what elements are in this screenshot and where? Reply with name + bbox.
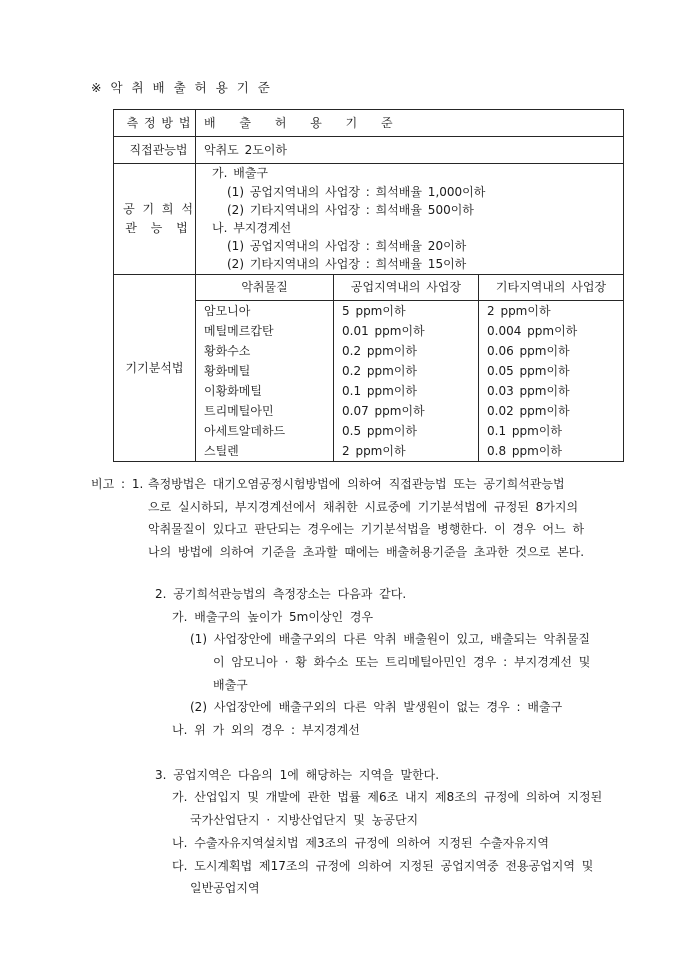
row-direct-sensory [114,137,624,164]
dilution-line: (1) 공업지역내의 사업장 : 희석배율 20이하 [227,239,467,254]
other-limit: 0.06 ppm이하 [479,341,624,361]
note-3-heading: 3. 공업지역은 다음의 1에 해당하는 지역을 말한다. [155,767,440,782]
dilution-line: 가. 배출구 [212,166,268,181]
industrial-limit: 5 ppm이하 [334,301,479,322]
note-3-item-na: 나. 수출자유지역설치법 제3조의 규정에 의하여 지정된 수출자유지역 [172,835,549,850]
note-3-item-da-line1: 다. 도시계획법 제17조의 규정에 의하여 지정된 공업지역중 전용공업지역 및 [172,858,594,873]
industrial-limit: 0.2 ppm이하 [334,341,479,361]
note-1-line: 측정방법은 대기오염공정시험방법에 의하여 직접관능법 또는 공기희석관능법 [148,477,565,491]
subheader-substance: 악취물질 [196,275,334,301]
note-1-label [91,473,148,564]
industrial-limit: 2 ppm이하 [334,441,479,462]
industrial-limit: 0.5 ppm이하 [334,421,479,441]
note-2-item-ga: 가. 배출구의 높이가 5m이상인 경우 [172,609,374,624]
emission-standards-table [113,109,624,462]
other-limit: 0.05 ppm이하 [479,361,624,381]
other-limit: 0.1 ppm이하 [479,421,624,441]
note-2-item-ga-1-line2: 이 암모니아 · 황 화수소 또는 트리메틸아민인 경우 : 부지경계선 및 [213,654,591,669]
substance-name: 메틸메르캅탄 [196,321,334,341]
header-emission-standard: 배 출 허 용 기 준 [196,110,624,137]
dilution-line: (2) 기타지역내의 사업장 : 희석배율 15이하 [227,257,467,272]
page-title: ※ 악 취 배 출 허 용 기 준 [91,80,272,95]
note-2-item-na: 나. 위 가 외의 경우 : 부지경계선 [172,723,360,738]
note-2-heading: 2. 공기희석관능법의 측정장소는 다음과 같다. [155,586,407,601]
note-3-item-da-line2: 일반공업지역 [190,881,260,896]
note-1-line: 나의 방법에 의하여 기준을 초과할 때에는 배출허용기준을 초과한 것으로 본다. [148,545,585,560]
dilution-method-line2: 관 능 법 [125,221,192,235]
note-1-body [148,473,584,564]
cell-dilution-method [114,164,196,275]
dilution-line: (1) 공업지역내의 사업장 : 희석배율 1,000이하 [227,184,486,199]
industrial-limit: 0.2 ppm이하 [334,361,479,381]
substance-name: 아세트알데하드 [196,421,334,441]
notes-label: 비고 : [91,477,126,491]
cell-dilution-standard [196,164,624,275]
other-limit: 0.02 ppm이하 [479,401,624,421]
other-limit: 2 ppm이하 [479,301,624,322]
cell-instrument-method: 기기분석법 [114,275,196,462]
header-measurement-method: 측 정 방 법 [114,110,196,137]
subheader-other-site: 기타지역내의 사업장 [479,275,624,301]
note-2 [155,583,636,742]
dilution-line: 나. 부지경계선 [212,221,292,235]
table-header-row [114,110,624,137]
subheader-industrial-site: 공업지역내의 사업장 [334,275,479,301]
dilution-method-line1: 공 기 희 석 [123,202,194,216]
note-3-item-ga-line2: 국가산업단지 · 지방산업단지 및 농공단지 [190,813,419,828]
other-limit: 0.8 ppm이하 [479,441,624,462]
note-2-item-ga-1-line3: 배출구 [213,677,248,692]
substance-name: 이황화메틸 [196,381,334,401]
substance-name: 황화메틸 [196,361,334,381]
note-1-line: 악취물질이 있다고 판단되는 경우에는 기기분석법을 병행한다. 이 경우 어느 하 [148,522,585,537]
other-limit: 0.004 ppm이하 [479,321,624,341]
substance-name: 암모니아 [196,301,334,322]
note-2-item-ga-2: (2) 사업장안에 배출구외의 다른 악취 발생원이 없는 경우 : 배출구 [190,700,563,715]
row-instrument-subheader [114,275,624,301]
cell-direct-standard: 악취도 2도이하 [196,137,624,164]
notes-section [91,473,636,900]
note-1-number: 1. [131,477,144,491]
note-1-line: 으로 실시하되, 부지경계선에서 채취한 시료중에 기기분석법에 규정된 8가지의 [148,499,579,514]
note-1 [91,473,636,564]
note-3 [155,764,636,900]
industrial-limit: 0.01 ppm이하 [334,321,479,341]
substance-name: 스틸렌 [196,441,334,462]
dilution-line: (2) 기타지역내의 사업장 : 희석배율 500이하 [227,202,474,217]
note-2-item-ga-1-line1: (1) 사업장안에 배출구외의 다른 악취 배출원이 있고, 배출되는 악취물질 [190,632,590,647]
other-limit: 0.03 ppm이하 [479,381,624,401]
industrial-limit: 0.07 ppm이하 [334,401,479,421]
industrial-limit: 0.1 ppm이하 [334,381,479,401]
cell-direct-method: 직접관능법 [114,137,196,164]
row-air-dilution [114,164,624,275]
note-3-item-ga-line1: 가. 산업입지 및 개발에 관한 법률 제6조 내지 제8조의 규정에 의하여 지정된 [172,790,603,805]
substance-name: 트리메틸아민 [196,401,334,421]
substance-name: 황화수소 [196,341,334,361]
